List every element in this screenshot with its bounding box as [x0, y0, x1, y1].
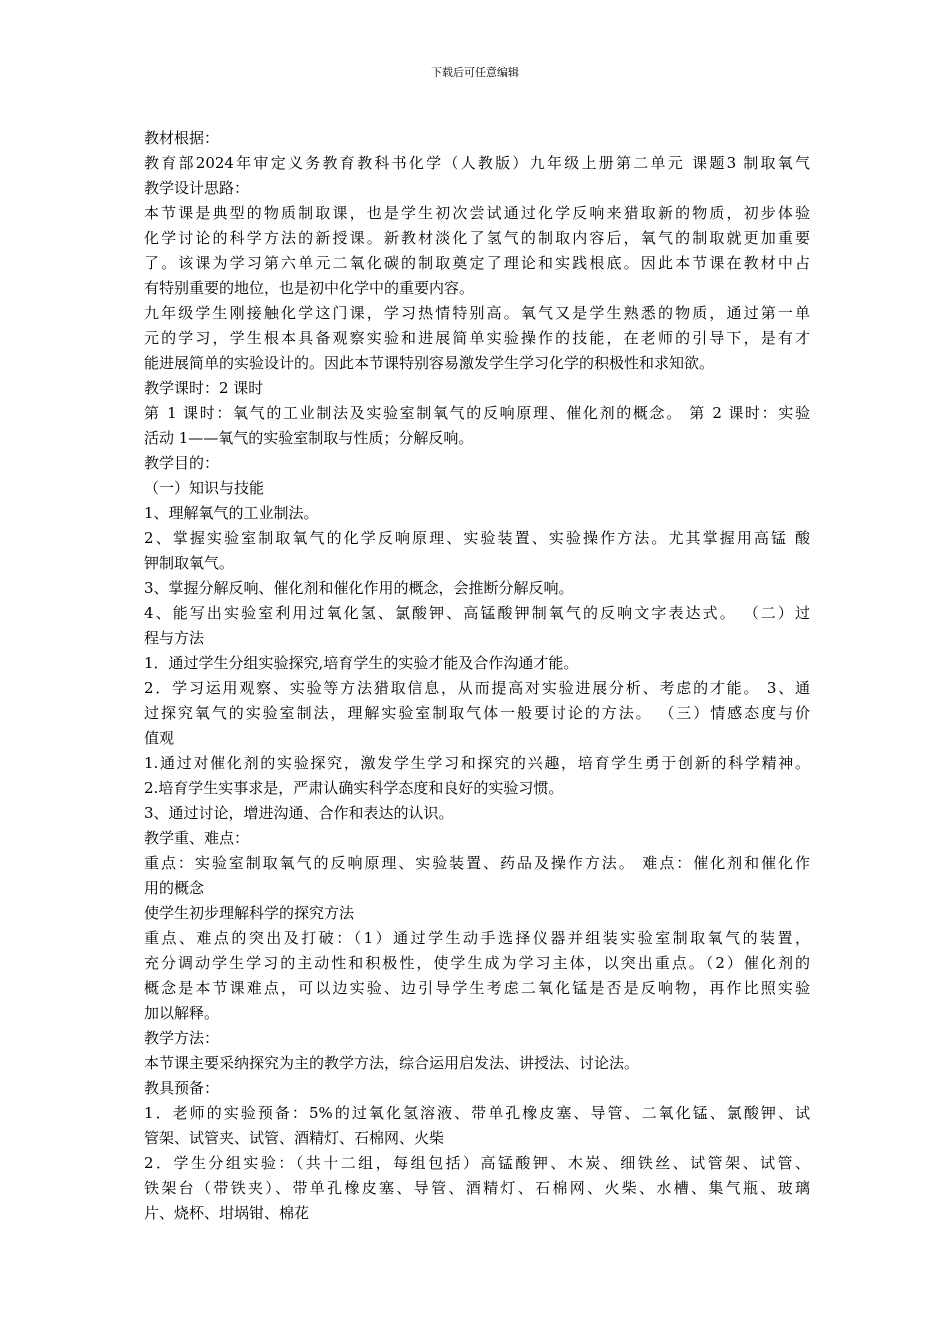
document-body	[144, 126, 810, 1226]
text-line: 九年级学生刚接触化学这门课，学习热情特别高。氧气又是学生熟悉的物质，通过第一单	[144, 304, 810, 322]
text-line: 管架、试管夹、试管、酒精灯、石棉网、火柴	[144, 1129, 445, 1147]
text-line: 钾制取氧气。	[144, 554, 235, 572]
text-line: 教具预备：	[144, 1079, 220, 1097]
text-line: 加以解释。	[144, 1004, 220, 1022]
text-line: 4、能写出实验室利用过氧化氢、氯酸钾、高锰酸钾制氧气的反响文字表达式。 （二）过	[144, 604, 810, 622]
text-line: 教材根据：	[144, 129, 220, 147]
text-line: 过探究氧气的实验室制法，理解实验室制取气体一般要讨论的方法。 （三）情感态度与价	[144, 704, 810, 722]
text-line: 教学课时：2 课时	[144, 379, 264, 397]
text-line: 用的概念	[144, 879, 205, 897]
text-line: 1．通过学生分组实验探究,培育学生的实验才能及合作沟通才能。	[144, 654, 579, 672]
text-line: 能进展简单的实验设计的。因此本节课特别容易激发学生学习化学的积极性和求知欲。	[144, 354, 715, 372]
text-line: 3、掌握分解反响、催化剂和催化作用的概念，会推断分解反响。	[144, 579, 574, 597]
text-line: （一）知识与技能	[144, 479, 265, 497]
text-line: 本节课主要采纳探究为主的教学方法，综合运用启发法、讲授法、讨论法。	[144, 1054, 640, 1072]
text-line: 活动 1——氧气的实验室制取与性质；分解反响。	[144, 429, 474, 447]
text-line: 使学生初步理解科学的探究方法	[144, 904, 355, 922]
text-line: 1．老师的实验预备：5%的过氧化氢溶液、带单孔橡皮塞、导管、二氧化锰、氯酸钾、试	[144, 1104, 810, 1122]
text-line: 教学目的：	[144, 454, 220, 472]
text-line: 化学讨论的科学方法的新授课。新教材淡化了氢气的制取内容后，氧气的制取就更加重要	[144, 229, 810, 247]
text-line: 2.培育学生实事求是，严肃认确实科学态度和良好的实验习惯。	[144, 779, 564, 797]
text-line: 教学重、难点：	[144, 829, 250, 847]
text-line: 片、烧杯、坩埚钳、棉花	[144, 1204, 310, 1222]
text-line: 教学方法：	[144, 1029, 220, 1047]
page-header: 下载后可任意编辑	[431, 66, 519, 79]
text-line: 3、通过讨论，增进沟通、合作和表达的认识。	[144, 804, 454, 822]
text-line: 2、掌握实验室制取氧气的化学反响原理、实验装置、实验操作方法。尤其掌握用高锰 酸	[144, 529, 810, 547]
text-line: 教学设计思路：	[144, 179, 250, 197]
text-line: 值观	[144, 729, 175, 747]
text-line: 充分调动学生学习的主动性和积极性，使学生成为学习主体，以突出重点。（2）催化剂的	[144, 954, 810, 972]
text-line: 程与方法	[144, 629, 205, 647]
text-line: 重点、难点的突出及打破：（1）通过学生动手选择仪器并组装实验室制取氧气的装置，	[144, 929, 810, 947]
text-line: 2．学生分组实验：（共十二组，每组包括）高锰酸钾、木炭、细铁丝、试管架、试管、	[144, 1154, 810, 1172]
text-line: 概念是本节课难点，可以边实验、边引导学生考虑二氧化锰是否是反响物，再作比照实验	[144, 979, 810, 997]
text-line: 教育部2024年审定义务教育教科书化学（人教版）九年级上册第二单元 课题3 制取氧气	[144, 154, 810, 172]
text-line: 2．学习运用观察、实验等方法猎取信息，从而提高对实验进展分析、考虑的才能。 3、通	[144, 679, 810, 697]
text-line: 本节课是典型的物质制取课，也是学生初次尝试通过化学反响来猎取新的物质，初步体验	[144, 204, 810, 222]
text-line: 有特别重要的地位，也是初中化学中的重要内容。	[144, 279, 475, 297]
text-line: 元的学习，学生根本具备观察实验和进展简单实验操作的技能，在老师的引导下，是有才	[144, 329, 810, 347]
text-line: 1、理解氧气的工业制法。	[144, 504, 319, 522]
text-line: 1.通过对催化剂的实验探究，激发学生学习和探究的兴趣，培育学生勇于创新的科学精神。	[144, 754, 810, 772]
text-line: 了。该课为学习第六单元二氧化碳的制取奠定了理论和实践根底。因此本节课在教材中占	[144, 254, 810, 272]
text-line: 铁架台（带铁夹）、带单孔橡皮塞、导管、酒精灯、石棉网、火柴、水槽、集气瓶、玻璃	[144, 1179, 810, 1197]
text-line: 第 1 课时：氧气的工业制法及实验室制氧气的反响原理、催化剂的概念。 第 2 课时：实验	[144, 404, 810, 422]
text-line: 重点：实验室制取氧气的反响原理、实验装置、药品及操作方法。 难点：催化剂和催化作	[144, 854, 810, 872]
